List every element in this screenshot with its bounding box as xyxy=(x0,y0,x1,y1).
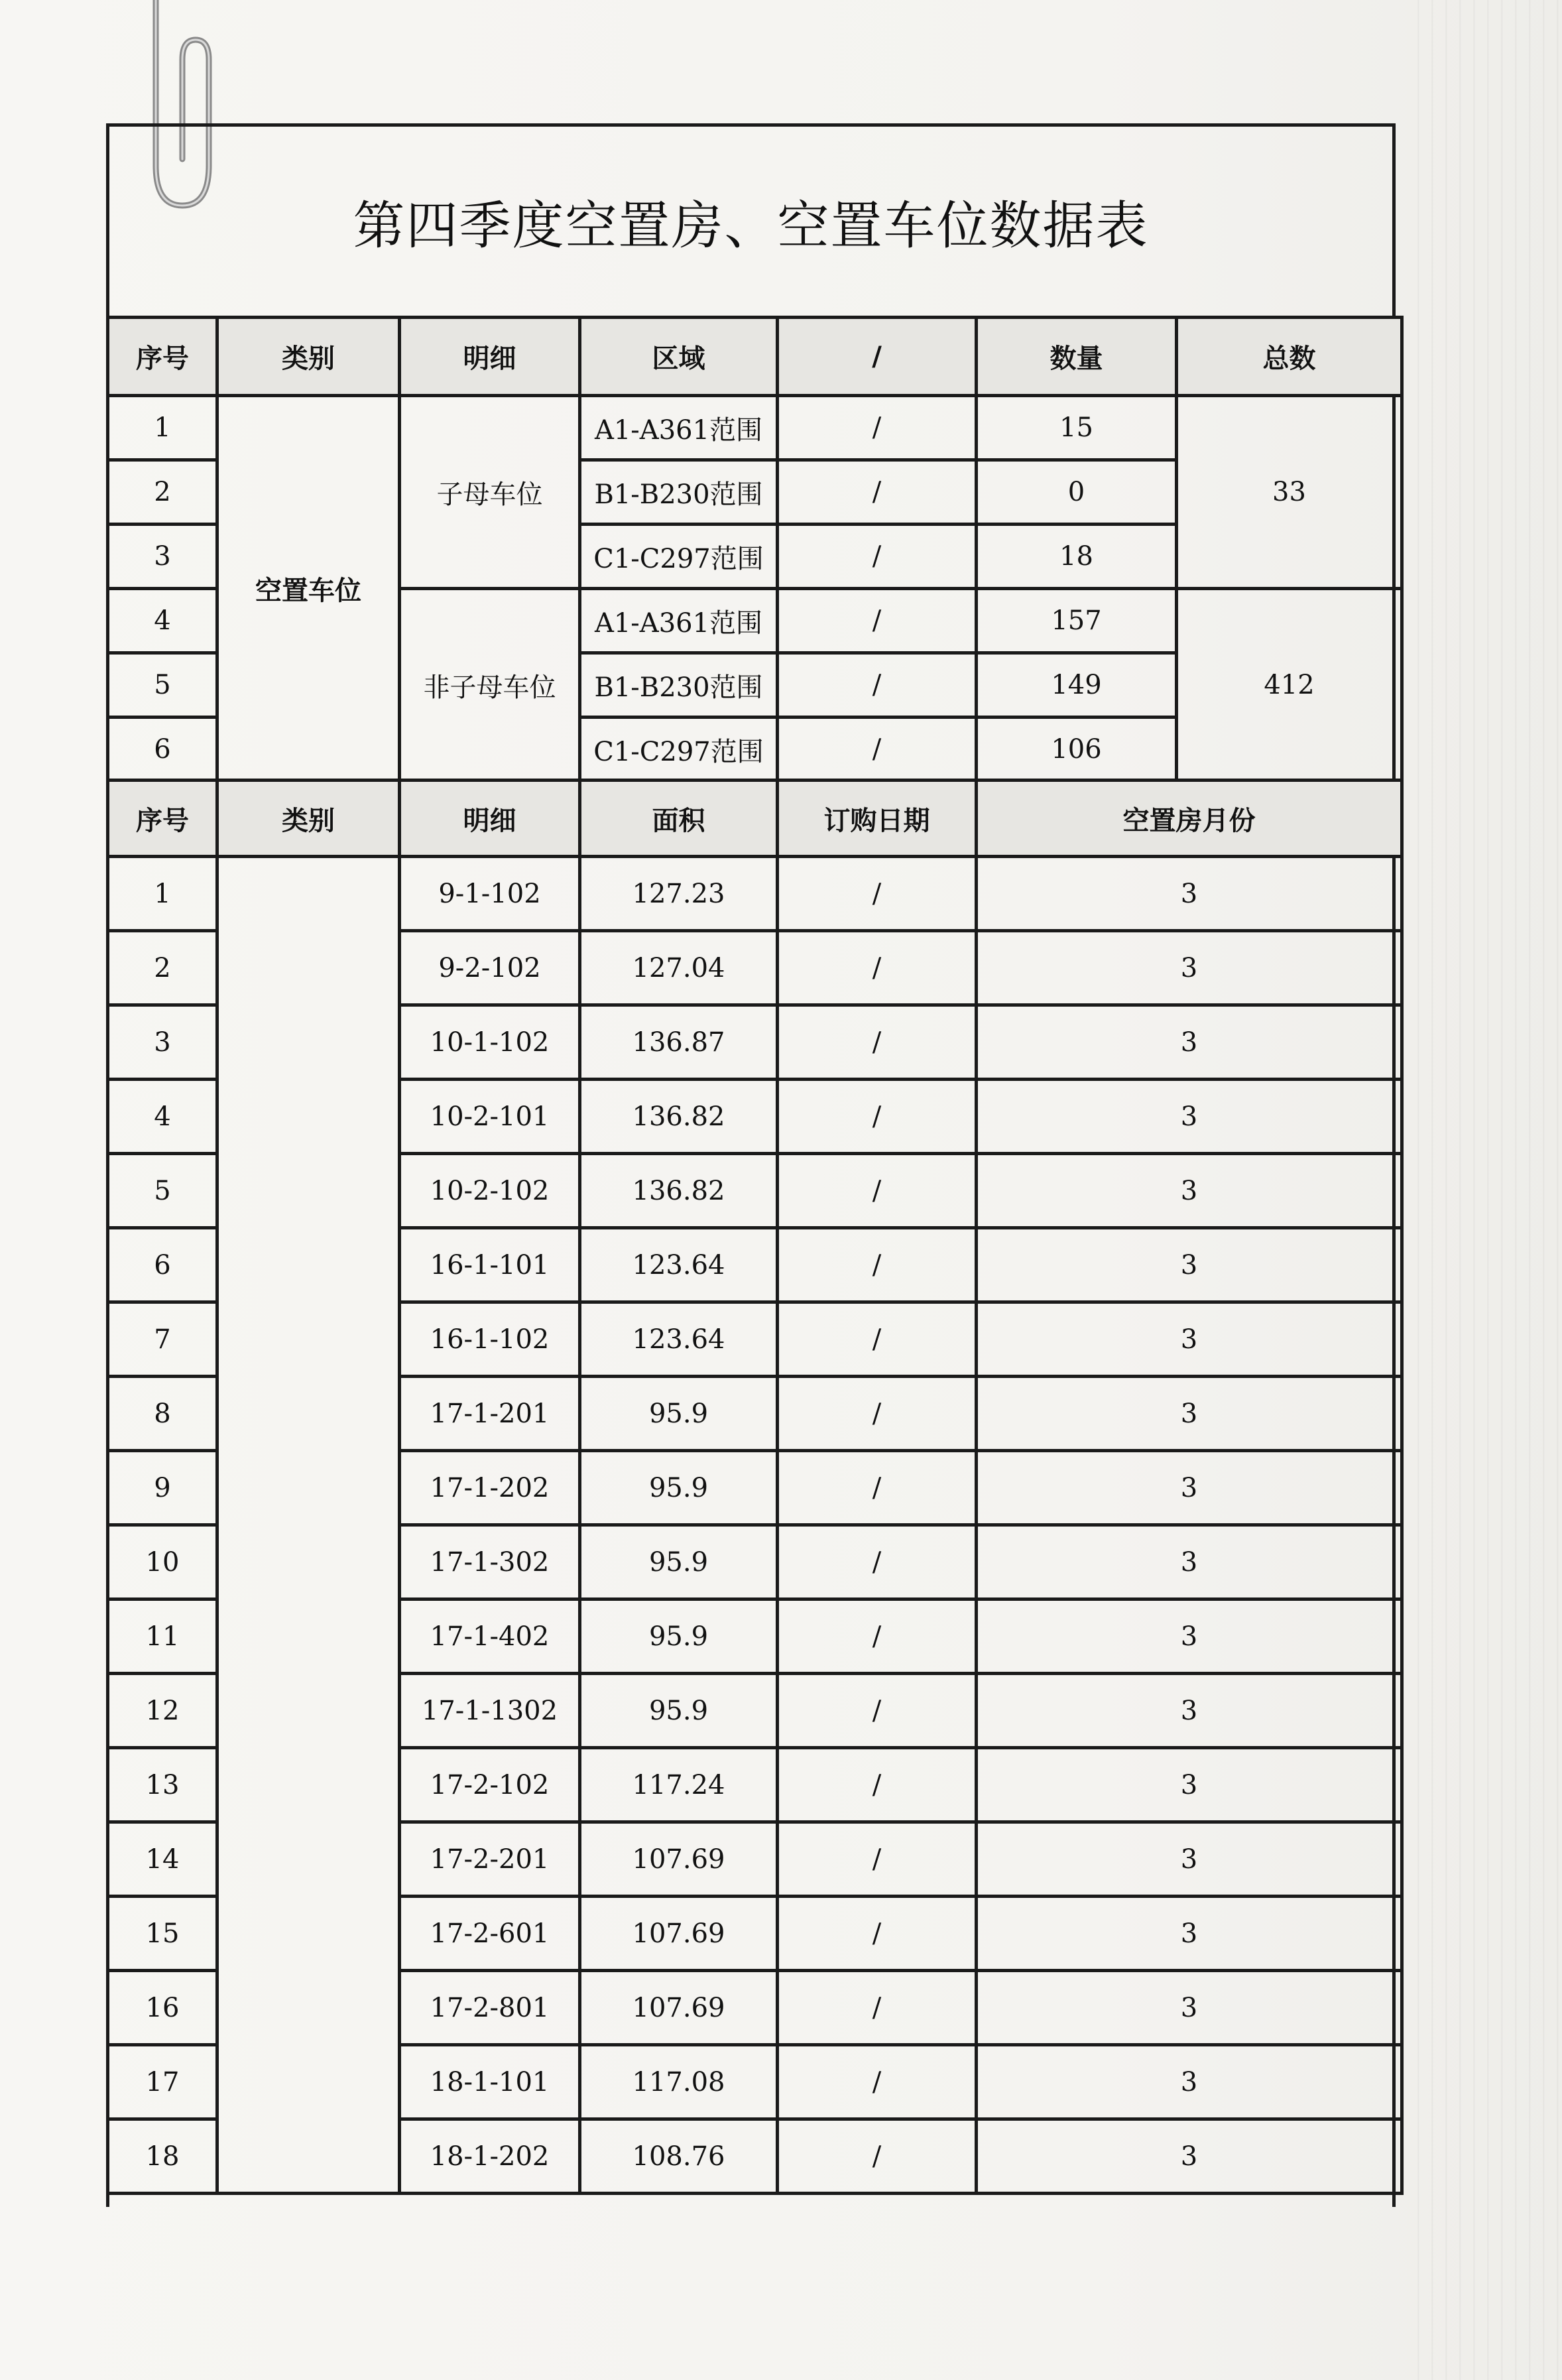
row-vacant-months: 3 xyxy=(977,1154,1402,1228)
group-total: 412 xyxy=(1177,589,1402,782)
row-detail: 16-1-102 xyxy=(400,1302,580,1377)
row-quantity: 106 xyxy=(977,718,1177,782)
row-vacant-months: 3 xyxy=(977,1748,1402,1822)
header-order-date: 订购日期 xyxy=(778,781,977,857)
header-category: 类别 xyxy=(217,318,400,396)
row-vacant-months: 3 xyxy=(977,1080,1402,1154)
header-detail: 明细 xyxy=(400,781,580,857)
row-area: 95.9 xyxy=(580,1525,778,1599)
row-detail: 17-2-801 xyxy=(400,1971,580,2045)
row-order-date: / xyxy=(778,1599,977,1674)
row-no: 16 xyxy=(108,1971,217,2045)
row-order-date: / xyxy=(778,1674,977,1748)
row-detail: 17-1-402 xyxy=(400,1599,580,1674)
vacant-house-table xyxy=(106,779,1404,2195)
row-area: 95.9 xyxy=(580,1674,778,1748)
group-detail: 非子母车位 xyxy=(400,589,580,782)
row-no: 9 xyxy=(108,1451,217,1525)
row-detail: 17-2-201 xyxy=(400,1822,580,1897)
row-order-date: / xyxy=(778,2119,977,2194)
row-area: 95.9 xyxy=(580,1599,778,1674)
row-zone: C1-C297范围 xyxy=(580,525,778,589)
row-quantity: 18 xyxy=(977,525,1177,589)
row-no: 1 xyxy=(108,857,217,931)
row-detail: 17-1-302 xyxy=(400,1525,580,1599)
row-area: 127.04 xyxy=(580,931,778,1005)
row-vacant-months: 3 xyxy=(977,1674,1402,1748)
row-no: 4 xyxy=(108,589,217,653)
row-area: 117.08 xyxy=(580,2045,778,2119)
row-vacant-months: 3 xyxy=(977,1451,1402,1525)
row-order-date: / xyxy=(778,1228,977,1302)
row-detail: 17-1-202 xyxy=(400,1451,580,1525)
row-vacant-months: 3 xyxy=(977,2119,1402,2194)
row-slash: / xyxy=(778,589,977,653)
row-detail: 17-1-201 xyxy=(400,1377,580,1451)
parking-category: 空置车位 xyxy=(217,396,400,782)
row-vacant-months: 3 xyxy=(977,1822,1402,1897)
row-detail: 17-2-102 xyxy=(400,1748,580,1822)
row-detail: 10-2-102 xyxy=(400,1154,580,1228)
row-quantity: 157 xyxy=(977,589,1177,653)
row-area: 136.82 xyxy=(580,1154,778,1228)
row-no: 1 xyxy=(108,396,217,460)
row-area: 107.69 xyxy=(580,1971,778,2045)
group-detail: 子母车位 xyxy=(400,396,580,589)
row-area: 108.76 xyxy=(580,2119,778,2194)
table-row xyxy=(108,396,1402,460)
row-no: 7 xyxy=(108,1302,217,1377)
row-order-date: / xyxy=(778,857,977,931)
row-detail: 16-1-101 xyxy=(400,1228,580,1302)
row-no: 18 xyxy=(108,2119,217,2194)
row-quantity: 15 xyxy=(977,396,1177,460)
header-category: 类别 xyxy=(217,781,400,857)
row-vacant-months: 3 xyxy=(977,2045,1402,2119)
row-slash: / xyxy=(778,525,977,589)
row-vacant-months: 3 xyxy=(977,1897,1402,1971)
row-area: 107.69 xyxy=(580,1897,778,1971)
row-quantity: 149 xyxy=(977,653,1177,718)
row-order-date: / xyxy=(778,2045,977,2119)
row-no: 14 xyxy=(108,1822,217,1897)
row-zone: A1-A361范围 xyxy=(580,396,778,460)
row-area: 117.24 xyxy=(580,1748,778,1822)
row-detail: 9-2-102 xyxy=(400,931,580,1005)
row-vacant-months: 3 xyxy=(977,1525,1402,1599)
header-total: 总数 xyxy=(1177,318,1402,396)
house-header-row xyxy=(108,781,1402,857)
row-no: 15 xyxy=(108,1897,217,1971)
row-slash: / xyxy=(778,653,977,718)
group-total: 33 xyxy=(1177,396,1402,589)
row-order-date: / xyxy=(778,1971,977,2045)
document-sheet xyxy=(106,123,1396,2207)
row-vacant-months: 3 xyxy=(977,1302,1402,1377)
row-detail: 9-1-102 xyxy=(400,857,580,931)
row-area: 136.87 xyxy=(580,1005,778,1080)
parking-header-row xyxy=(108,318,1402,396)
row-no: 5 xyxy=(108,1154,217,1228)
row-zone: B1-B230范围 xyxy=(580,653,778,718)
row-no: 3 xyxy=(108,1005,217,1080)
row-no: 8 xyxy=(108,1377,217,1451)
row-no: 10 xyxy=(108,1525,217,1599)
row-detail: 17-2-601 xyxy=(400,1897,580,1971)
row-slash: / xyxy=(778,718,977,782)
row-order-date: / xyxy=(778,1525,977,1599)
header-area: 面积 xyxy=(580,781,778,857)
row-order-date: / xyxy=(778,1377,977,1451)
row-area: 95.9 xyxy=(580,1377,778,1451)
header-no: 序号 xyxy=(108,318,217,396)
row-order-date: / xyxy=(778,1451,977,1525)
row-detail: 10-2-101 xyxy=(400,1080,580,1154)
row-area: 107.69 xyxy=(580,1822,778,1897)
row-no: 11 xyxy=(108,1599,217,1674)
row-detail: 18-1-101 xyxy=(400,2045,580,2119)
header-no: 序号 xyxy=(108,781,217,857)
house-category-cell xyxy=(217,857,400,2194)
row-area: 95.9 xyxy=(580,1451,778,1525)
header-detail: 明细 xyxy=(400,318,580,396)
row-no: 17 xyxy=(108,2045,217,2119)
row-no: 4 xyxy=(108,1080,217,1154)
scan-edge-shading xyxy=(1406,0,1562,2380)
row-zone: C1-C297范围 xyxy=(580,718,778,782)
row-order-date: / xyxy=(778,1154,977,1228)
document-title: 第四季度空置房、空置车位数据表 xyxy=(353,196,1149,256)
row-area: 123.64 xyxy=(580,1302,778,1377)
row-detail: 10-1-102 xyxy=(400,1005,580,1080)
row-order-date: / xyxy=(778,1822,977,1897)
header-quantity: 数量 xyxy=(977,318,1177,396)
row-quantity: 0 xyxy=(977,460,1177,525)
row-order-date: / xyxy=(778,1748,977,1822)
row-area: 127.23 xyxy=(580,857,778,931)
row-no: 12 xyxy=(108,1674,217,1748)
row-zone: A1-A361范围 xyxy=(580,589,778,653)
row-vacant-months: 3 xyxy=(977,1971,1402,2045)
row-detail: 18-1-202 xyxy=(400,2119,580,2194)
row-vacant-months: 3 xyxy=(977,1228,1402,1302)
row-vacant-months: 3 xyxy=(977,931,1402,1005)
row-order-date: / xyxy=(778,1005,977,1080)
row-no: 2 xyxy=(108,460,217,525)
row-order-date: / xyxy=(778,1080,977,1154)
row-vacant-months: 3 xyxy=(977,1005,1402,1080)
table-row xyxy=(108,857,1402,931)
row-zone: B1-B230范围 xyxy=(580,460,778,525)
row-no: 13 xyxy=(108,1748,217,1822)
row-no: 2 xyxy=(108,931,217,1005)
row-slash: / xyxy=(778,460,977,525)
header-vacant-months: 空置房月份 xyxy=(977,781,1402,857)
row-detail: 17-1-1302 xyxy=(400,1674,580,1748)
row-area: 136.82 xyxy=(580,1080,778,1154)
row-area: 123.64 xyxy=(580,1228,778,1302)
row-no: 5 xyxy=(108,653,217,718)
row-order-date: / xyxy=(778,1897,977,1971)
house-rows xyxy=(108,857,1402,2194)
header-slash: / xyxy=(778,318,977,396)
row-vacant-months: 3 xyxy=(977,857,1402,931)
row-order-date: / xyxy=(778,1302,977,1377)
row-vacant-months: 3 xyxy=(977,1599,1402,1674)
row-slash: / xyxy=(778,396,977,460)
row-no: 6 xyxy=(108,718,217,782)
row-order-date: / xyxy=(778,931,977,1005)
header-zone: 区域 xyxy=(580,318,778,396)
row-no: 6 xyxy=(108,1228,217,1302)
row-no: 3 xyxy=(108,525,217,589)
parking-table xyxy=(106,316,1404,783)
row-vacant-months: 3 xyxy=(977,1377,1402,1451)
